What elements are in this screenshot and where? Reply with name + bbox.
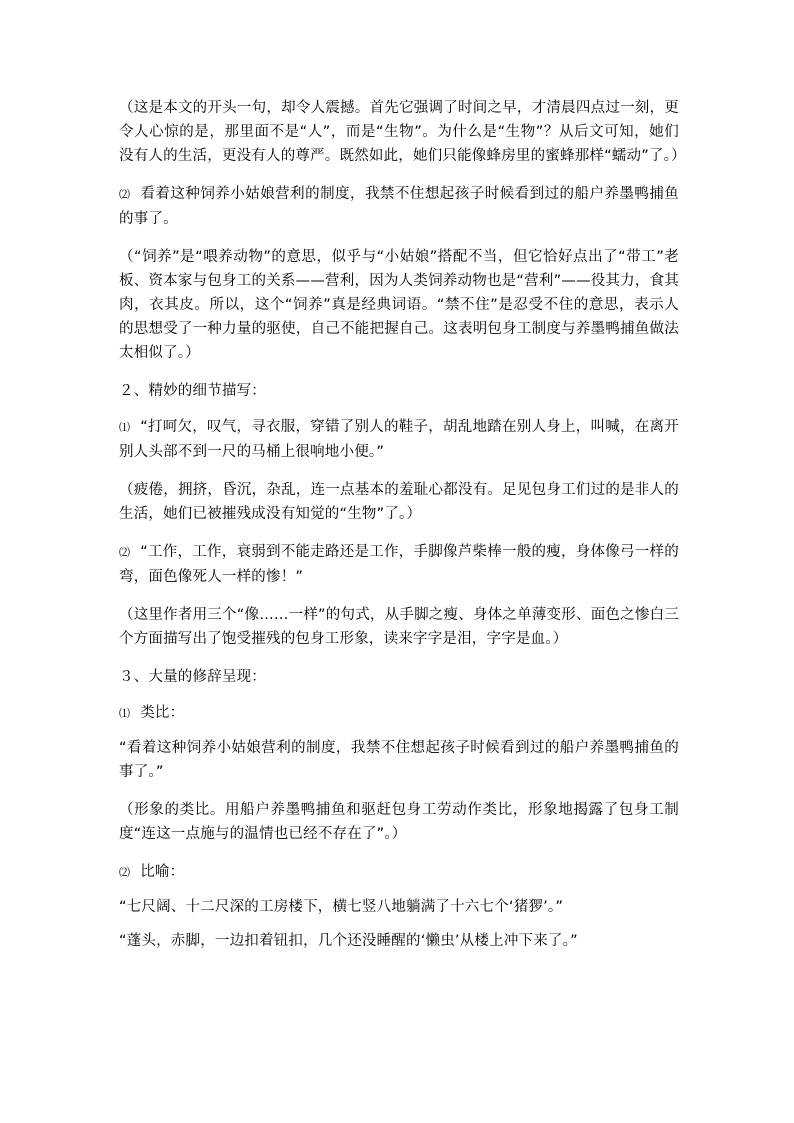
- paragraph-quote-detail-1: [119, 415, 679, 464]
- paragraph-commentary-2: [119, 245, 679, 365]
- subheading-text: 类比：: [140, 705, 185, 721]
- paragraph-quote-2: [119, 182, 679, 231]
- item-number: ⑵: [119, 866, 131, 879]
- paragraph-text: “七尺阔、十二尺深的工房楼下，横七竖八地躺满了十六七个‘猪猡’。”: [119, 899, 564, 915]
- subheading-analogy: [119, 701, 679, 726]
- subheading-text: 比喻：: [140, 864, 185, 880]
- paragraph-quote-analogy: [119, 736, 679, 784]
- paragraph-text: （“饲养”是“喂养动物”的意思，似乎与“小姑娘”搭配不当，但它恰好点出了“带工”老板、资本家与包身工的关系——营利，因为人类饲养动物也是“营利”——役其力，食其肉，衣其皮。所以，这个“饲养”真是经典词语。“禁不住”是忍受不住的意思，表示人的思想受了一种力量的驱使，自己不能把握自己。这表明包身工制度与养墨鸭捕鱼做法太相似了。）: [119, 249, 679, 361]
- paragraph-text: （疲倦，拥挤，昏沉，杂乱，连一点基本的羞耻心都没有。足见包身工们过的是非人的生活，她们已被摧残成没有知觉的“生物”了。）: [119, 482, 679, 522]
- subheading-metaphor: [119, 860, 679, 885]
- paragraph-commentary-analogy: [119, 798, 679, 846]
- paragraph-text: “蓬头，赤脚，一边扣着钮扣，几个还没睡醒的‘懒虫’从楼上冲下来了。”: [119, 933, 578, 949]
- paragraph-text: （形象的类比。用船户养墨鸭捕鱼和驱赶包身工劳动作类比，形象地揭露了包身工制度“连这一点施与的温情也已经不存在了”。）: [119, 802, 679, 842]
- paragraph-commentary-detail-2: [119, 603, 679, 651]
- paragraph-text: （这里作者用三个“像……一样”的句式，从手脚之瘦、身体之单薄变形、面色之惨白三个方面描写出了饱受摧残的包身工形象，读来字字是泪，字字是血。）: [119, 607, 679, 647]
- paragraph-text: “打呵欠，叹气，寻衣服，穿错了别人的鞋子，胡乱地踏在别人身上，叫喊，在离开别人头部不到一尺的马桶上很响地小便。”: [119, 419, 679, 460]
- paragraph-text: （这是本文的开头一句，却令人震撼。首先它强调了时间之早，才清晨四点过一刻，更令人心惊的是，那里面不是“人”，而是“生物”。为什么是“生物”？从后文可知，她们没有人的生活，更没有人的尊严。既然如此，她们只能像蜂房里的蜜蜂那样“蠕动”了。）: [119, 100, 686, 164]
- paragraph-text: 看着这种饲养小姑娘营利的制度，我禁不住想起孩子时候看到过的船户养墨鸭捕鱼的事了。: [119, 186, 679, 227]
- paragraph-quote-detail-2: [119, 540, 679, 589]
- paragraph-commentary-1: [119, 96, 686, 168]
- paragraph-text: “看着这种饲养小姑娘营利的制度，我禁不住想起孩子时候看到过的船户养墨鸭捕鱼的事了。”: [119, 740, 679, 780]
- paragraph-text: “工作，工作，衰弱到不能走路还是工作，手脚像芦柴棒一般的瘦，身体像弓一样的弯，面色像死人一样的惨！”: [119, 544, 679, 585]
- paragraph-commentary-detail-1: [119, 478, 679, 526]
- heading-text: ２、精妙的细节描写：: [119, 383, 266, 399]
- heading-text: ３、大量的修辞呈现：: [119, 669, 266, 685]
- item-number: ⑴: [119, 421, 131, 434]
- item-number: ⑵: [119, 546, 131, 559]
- paragraph-quote-metaphor-1: [119, 895, 679, 919]
- paragraph-quote-metaphor-2: [119, 929, 679, 953]
- section-heading-3: [119, 665, 679, 689]
- section-heading-2: [119, 379, 679, 403]
- item-number: ⑵: [119, 188, 131, 201]
- item-number: ⑴: [119, 707, 131, 720]
- document-body: [119, 96, 686, 967]
